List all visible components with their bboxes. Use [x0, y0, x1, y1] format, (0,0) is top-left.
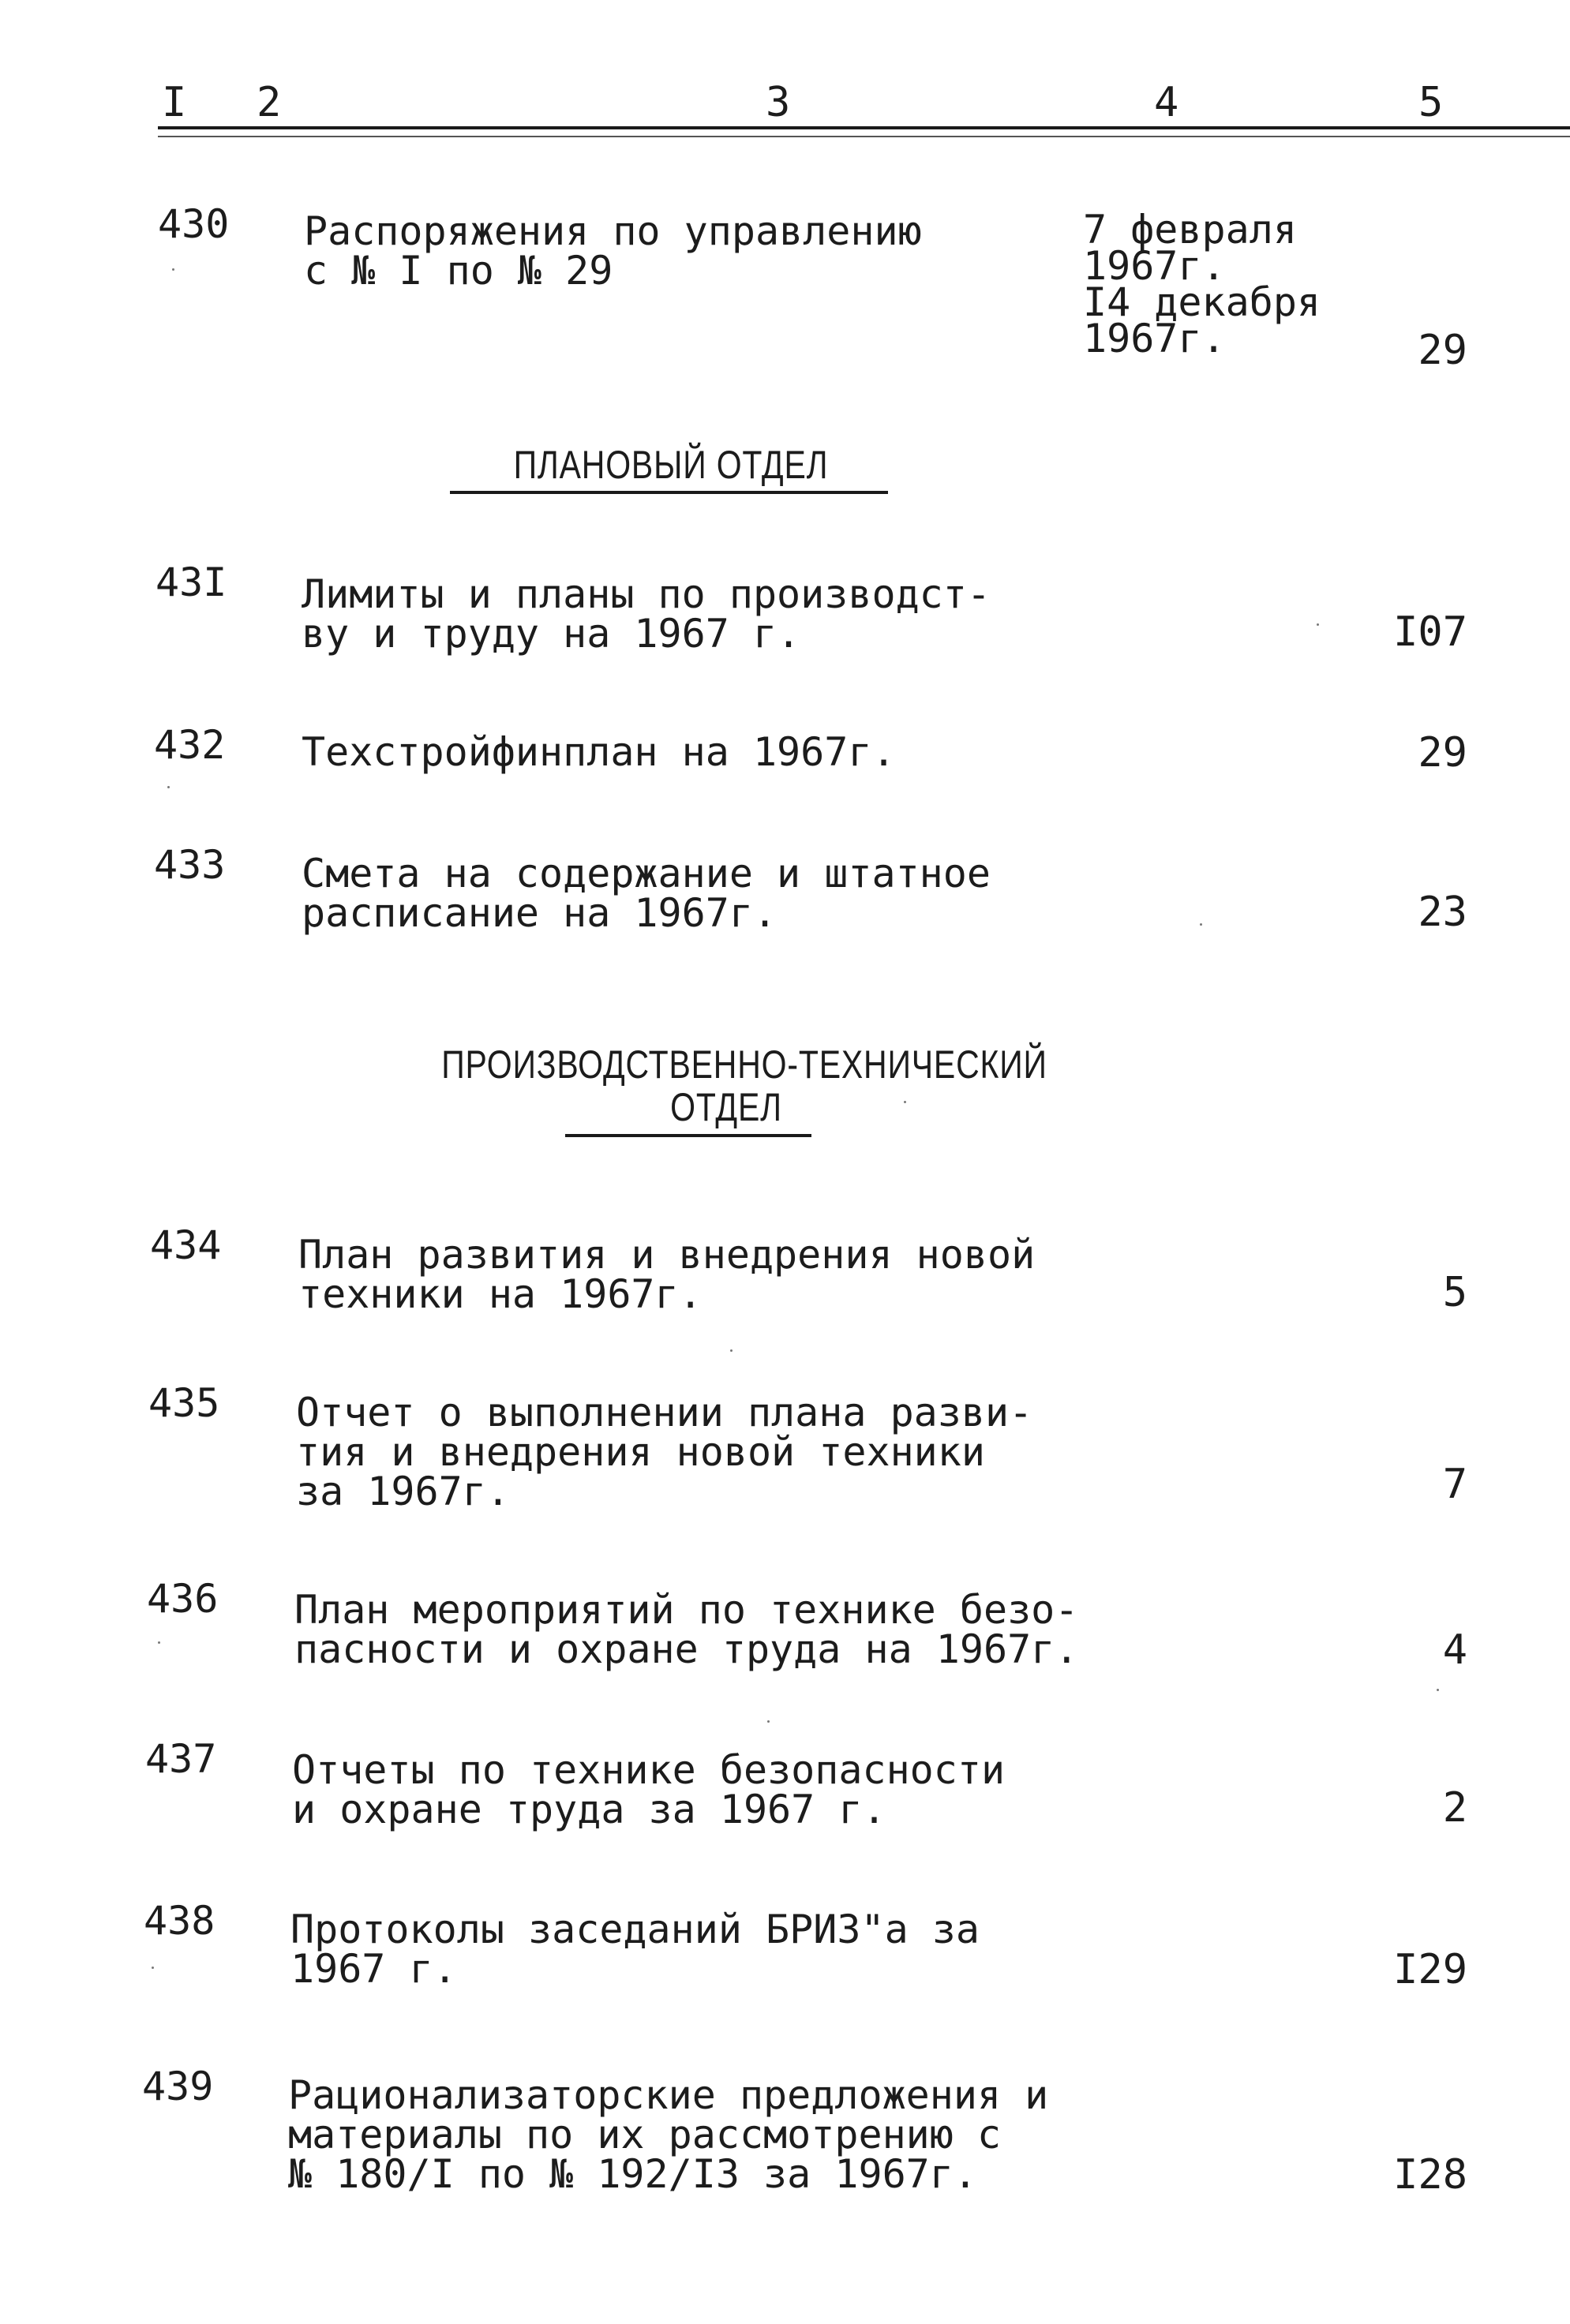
scan-speck — [767, 1720, 770, 1723]
entry-title-line: План развития и внедрения новой — [298, 1232, 1036, 1278]
section-heading-text: ПЛАНОВЫЙ ОТДЕЛ — [513, 443, 829, 487]
column-header-2: 2 — [257, 79, 282, 126]
entry-sheet-count: I07 — [1393, 608, 1467, 656]
entry-title — [302, 851, 1091, 936]
entry-title — [302, 729, 1091, 775]
column-header-3: 3 — [766, 79, 791, 126]
entry-title-line: пасности и охране труда на 1967г. — [294, 1626, 1079, 1672]
entry-title-line: расписание на 1967г. — [302, 890, 778, 936]
entry-title-line: техники на 1967г. — [298, 1271, 703, 1317]
entry-number: 437 — [145, 1736, 217, 1782]
entry-title-line: № 180/I по № 192/I3 за 1967г. — [288, 2151, 977, 2197]
section-heading-production — [441, 1042, 1047, 1129]
entry-date-start-year: 1967г. — [1083, 243, 1226, 289]
entry-title-line: Рационализаторские предложения и — [288, 2072, 1049, 2118]
entry-title — [290, 1907, 1080, 1992]
entry-sheet-count: I28 — [1393, 2151, 1467, 2199]
entry-sheet-count: 4 — [1442, 1626, 1467, 1674]
column-header-1: I — [162, 79, 187, 126]
entry-number: 430 — [158, 201, 230, 247]
scan-speck — [167, 786, 170, 788]
entry-sheet-count: 29 — [1418, 327, 1467, 374]
scan-speck — [172, 268, 174, 271]
entry-title-line: тия и внедрения новой техники — [296, 1429, 985, 1475]
entry-sheet-count: I29 — [1393, 1946, 1467, 1993]
section-underline — [450, 491, 888, 494]
entry-title-line: Распоряжения по управлению — [304, 208, 922, 254]
entry-title — [288, 2072, 1077, 2197]
entry-sheet-count: 29 — [1418, 729, 1467, 777]
entry-number: 439 — [142, 2064, 214, 2109]
entry-sheet-count: 2 — [1442, 1784, 1467, 1832]
entry-title-line: Лимиты и планы по производст- — [302, 571, 991, 617]
entry-title-line: Отчет о выполнении плана разви- — [296, 1390, 1033, 1435]
entry-sheet-count: 5 — [1442, 1269, 1467, 1316]
column-header-4: 4 — [1154, 79, 1179, 126]
section-underline — [565, 1134, 811, 1137]
entry-title-line: с № I по № 29 — [304, 248, 613, 294]
entry-sheet-count: 23 — [1418, 889, 1467, 936]
entry-title-line: План мероприятий по технике безо- — [294, 1587, 1079, 1633]
entry-title-line: Отчеты по технике безопасности — [292, 1747, 1006, 1793]
entry-title-line: и охране труда за 1967 г. — [292, 1787, 886, 1832]
header-divider-secondary — [158, 136, 1570, 137]
entry-title — [304, 208, 1093, 294]
scan-speck — [152, 1967, 154, 1969]
scan-speck — [730, 1349, 733, 1352]
entry-sheet-count: 7 — [1442, 1461, 1467, 1508]
entry-date-end-year: 1967г. — [1083, 316, 1226, 361]
scan-speck — [1200, 923, 1202, 926]
entry-title-line: Смета на содержание и штатное — [302, 851, 991, 896]
entry-title-line: ву и труду на 1967 г. — [302, 611, 801, 657]
scan-speck — [1437, 1689, 1439, 1691]
scan-speck — [158, 1641, 160, 1644]
section-heading-planning — [489, 443, 852, 486]
entry-title-line: 1967 г. — [290, 1946, 457, 1992]
entry-number: 436 — [147, 1576, 219, 1622]
entry-title — [296, 1390, 1085, 1514]
entry-number: 434 — [150, 1222, 222, 1268]
entry-title-line: материалы по их рассмотрению с — [288, 2112, 1002, 2157]
entry-title-line: за 1967г. — [296, 1469, 510, 1514]
entry-date-start-day: 7 февраля — [1083, 207, 1297, 253]
section-heading-text-line: ОТДЕЛ — [670, 1085, 782, 1129]
column-header-5: 5 — [1418, 79, 1444, 126]
entry-date-end-day: I4 декабря — [1083, 279, 1321, 325]
section-heading-text-line: ПРОИЗВОДСТВЕННО-ТЕХНИЧЕСКИЙ — [441, 1042, 1047, 1087]
entry-number: 438 — [144, 1898, 215, 1944]
entry-title-line: Протоколы заседаний БРИЗ"а за — [290, 1907, 980, 1952]
header-divider — [158, 126, 1570, 129]
entry-number: 432 — [154, 722, 226, 768]
entry-title — [302, 571, 1091, 657]
entry-title — [294, 1587, 1084, 1672]
entry-number: 43I — [156, 559, 227, 605]
entry-title-line: Техстройфинплан на 1967г. — [302, 729, 896, 775]
entry-title — [292, 1747, 1081, 1832]
entry-title — [298, 1232, 1088, 1317]
entry-number: 435 — [148, 1380, 220, 1426]
entry-dates — [1083, 207, 1321, 361]
scan-speck — [1317, 623, 1319, 626]
scan-speck — [904, 1101, 906, 1103]
entry-number: 433 — [154, 842, 226, 888]
